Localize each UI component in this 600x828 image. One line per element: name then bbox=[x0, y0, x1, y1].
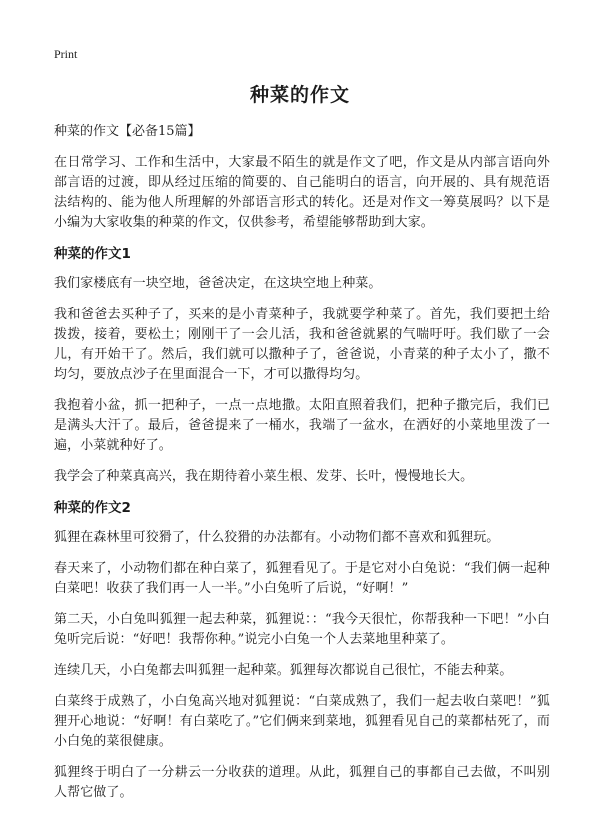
essay-section-1 bbox=[54, 244, 550, 487]
page-title: 种菜的作文 bbox=[249, 84, 350, 106]
print-link[interactable]: Print bbox=[54, 47, 78, 61]
section-heading: 种菜的作文1 bbox=[54, 246, 131, 262]
paragraph: 我学会了种菜真高兴，我在期待着小菜生根、发芽、长叶，慢慢地长大。 bbox=[54, 469, 474, 484]
intro-paragraph: 在日常学习、工作和生活中，大家最不陌生的就是作文了吧，作文是从内部言语向外部言语的过渡，即从经过压缩的简要的、自己能明白的语言，向开展的、具有规范语法结构的、能为他人所理解的外部语言形式的转化。还是对作文一筹莫展吗？以下是小编为大家收集的种菜的作文，仅供参考，希望能够帮助到大家。 bbox=[54, 155, 550, 230]
paragraph: 连续几天，小白兔都去叫狐狸一起种菜。狐狸每次都说自己很忙，不能去种菜。 bbox=[54, 663, 513, 678]
paragraph: 狐狸终于明白了一分耕云一分收获的道理。从此，狐狸自己的事都自己去做，不叫别人帮它做了。 bbox=[54, 765, 550, 800]
paragraph: 白菜终于成熟了，小白兔高兴地对狐狸说：“白菜成熟了，我们一起去收白菜吧！”狐狸开心地说：“好啊！有白菜吃了。”它们俩来到菜地，狐狸看见自己的菜都枯死了，而小白兔的菜很健康。 bbox=[54, 694, 550, 749]
paragraph: 第二天，小白兔叫狐狸一起去种菜，狐狸说：：“我今天很忙，你帮我种一下吧！”小白兔听完后说：“好吧！我帮你种。”说完小白兔一个人去菜地里种菜了。 bbox=[54, 612, 550, 647]
article-subtitle: 种菜的作文【必备15篇】 bbox=[54, 124, 201, 139]
paragraph: 狐狸在森林里可狡猾了，什么狡猾的办法都有。小动物们都不喜欢和狐狸玩。 bbox=[54, 530, 500, 545]
article-body bbox=[54, 122, 550, 814]
essay-section-2 bbox=[54, 498, 550, 803]
paragraph: 我们家楼底有一块空地，爸爸决定，在这块空地上种菜。 bbox=[54, 276, 382, 291]
section-heading: 种菜的作文2 bbox=[54, 500, 131, 516]
paragraph: 我抱着小盆，抓一把种子，一点一点地撒。太阳直照着我们，把种子撒完后，我们已是满头大汗了。最后，爸爸提来了一桶水，我端了一盆水，在洒好的小菜地里泼了一遍，小菜就种好了。 bbox=[54, 398, 550, 453]
paragraph: 春天来了，小动物们都在种白菜了，狐狸看见了。于是它对小白兔说：“我们俩一起种白菜吧！收获了我们再一人一半。”小白兔听了后说，“好啊！” bbox=[54, 561, 550, 596]
paragraph: 我和爸爸去买种子了，买来的是小青菜种子，我就要学种菜了。首先，我们要把土给拨拨，接着，要松土；刚刚干了一会儿活，我和爸爸就累的气喘吁吁。我们歇了一会儿，有开始干了。然后，我们就可以撒种子了，爸爸说，小青菜的种子太小了，撒不均匀，要放点沙子在里面混合一下，才可以撒得均匀。 bbox=[54, 307, 550, 382]
